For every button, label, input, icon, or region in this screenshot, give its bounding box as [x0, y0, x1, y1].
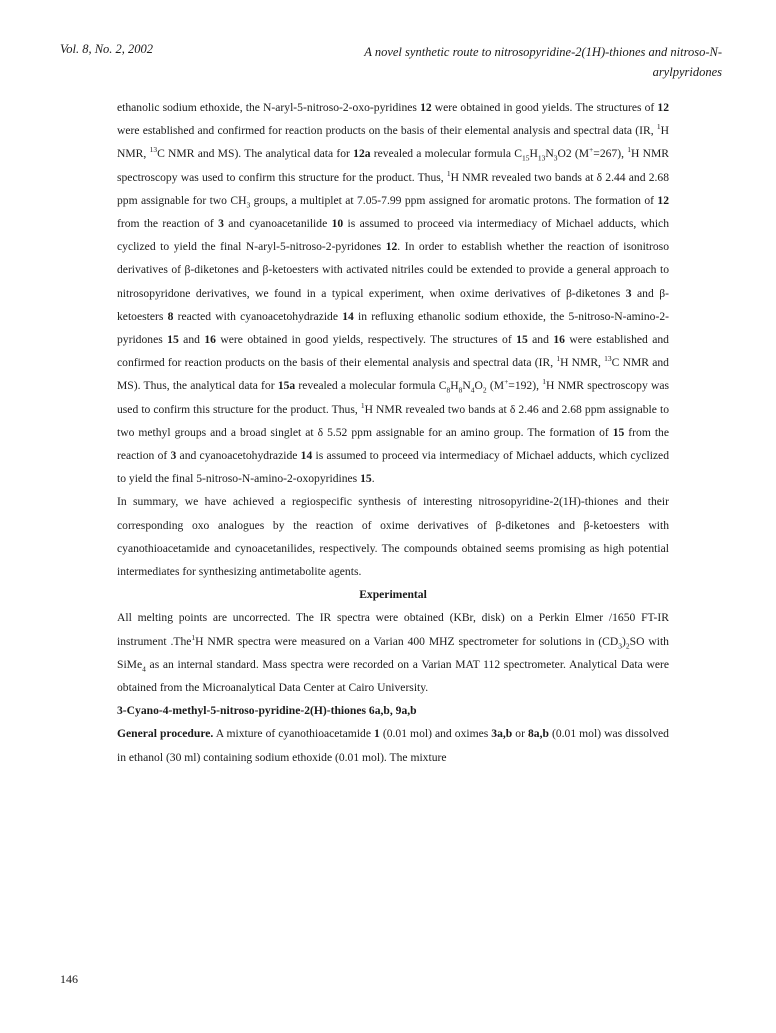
paragraph-procedure: General procedure. A mixture of cyanothioacetamide 1 (0.01 mol) and oximes 3a,b or 8a,b (0.01 mol) was dissolved in ethanol (30 ml) containing sodium ethoxide (0.01 mol). The mixture — [117, 727, 669, 764]
paragraph-instruments: All melting points are uncorrected. The IR spectra were obtained (KBr, disk) on a Perkin Elmer /1650 FT-IR instrument .The$^1$H NMR spectra were measured on a Varian 400 MHZ spectrometer for solutions in $(CD_3)_2SO$ with SiMe$_4$ as an internal standard. Mass spectra were recorded on a Varian MAT 112 spectrometer. Analytical Data were obtained from the Microanalytical Data Center at Cairo University. — [117, 611, 669, 695]
journal-volume: Vol. 8, No. 2, 2002 — [60, 42, 154, 56]
section-heading-experimental: Experimental — [359, 588, 427, 602]
page-number: 146 — [60, 972, 78, 986]
running-title: A novel synthetic route to nitrosopyridine-2(1H)-thiones and nitroso-N-arylpyridones — [364, 45, 722, 79]
compound-heading: 3-Cyano-4-methyl-5-nitroso-pyridine-2(H)-thiones 6a,b, 9a,b — [117, 704, 417, 718]
paragraph-summary: In summary, we have achieved a regiospecific synthesis of interesting nitrosopyridine-2(1H)-thiones and their corresponding oxo analogues by the reaction of oxime derivatives of β-diketones and β-ketoesters with cyanothioacetamide and cynoacetanilides, respectively. The compounds obtained seems promising as high potential intermediates for synthesizing antimetabolite agents. — [117, 495, 669, 579]
paragraph-results: ethanolic sodium ethoxide, the N-aryl-5-nitroso-2-oxo-pyridines 12 were obtained in good yields. The structures of 12 were established and confirmed for reaction products on the basis of their elemental analysis and spectral data (IR, $^1$H NMR, $^{13}$C NMR and MS). The analytical data for 12a revealed a molecular formula $C_{15}H_{13}N_3O2$ (M+=267), $^1$H NMR spectroscopy was used to confirm this structure for the product. Thus, $^1$H NMR revealed two bands at δ 2.44 and 2.68 ppm assignable for two $CH_3$ groups, a multiplet at 7.05-7.99 ppm assigned for aromatic protons. The formation of 12 from the reaction of 3 and cyanoacetanilide 10 is assumed to proceed via intermediacy of Michael adducts, which cyclized to yield the final N-aryl-5-nitroso-2-pyridones 12. In order to establish whether the reaction of isonitroso derivatives of β-diketones and β-ketoesters with activated nitriles could be extended to provide a general approach to nitrosopyridone derivatives, we found in a typical experiment, when oxime derivatives of β-diketones 3 and β-ketoesters 8 reacted with cyanoacetohydrazide 14 in refluxing ethanolic sodium ethoxide, the 5-nitroso-N-amino-2-pyridones 15 and 16 were obtained in good yields, respectively. The structures of 15 and 16 were established and confirmed for reaction products on the basis of their elemental analysis and spectral data (IR, $^1$H NMR, $^{13}$C NMR and MS). Thus, the analytical data for 15a revealed a molecular formula $C_8H_8N_4O_2$ (M+=192), $^1$H NMR spectroscopy was used to confirm this structure for the product. Thus, $^1$H NMR revealed two bands at δ 2.46 and 2.68 ppm assignable to two methyl groups and a broad singlet at δ 5.52 ppm assignable for an amino group. The formation of 15 from the reaction of 3 and cyanoacetohydrazide 14 is assumed to proceed via intermediacy of Michael adducts, which cyclized to yield the final 5-nitroso-N-amino-2-oxopyridines 15. — [117, 101, 670, 486]
article-body — [117, 96, 669, 769]
